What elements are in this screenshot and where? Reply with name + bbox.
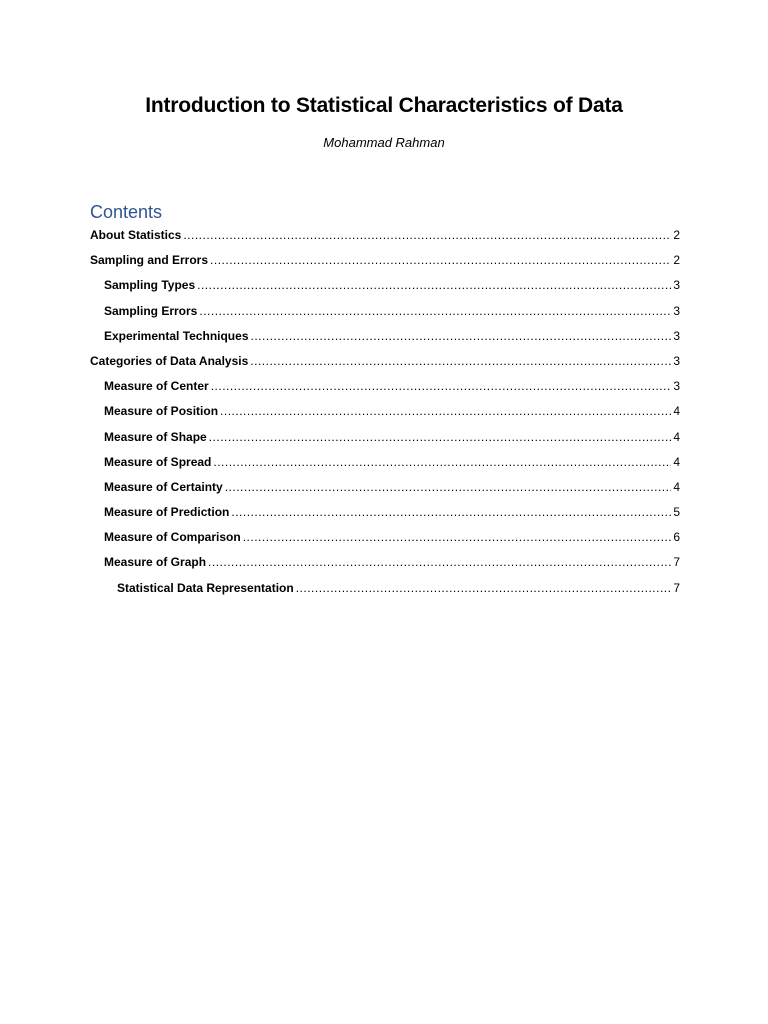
toc-leader-dots	[210, 253, 671, 267]
toc-entry-page: 3	[673, 328, 680, 343]
toc-leader-dots	[197, 278, 671, 292]
toc-entry-page: 4	[673, 479, 680, 494]
toc-entry-measure-of-center[interactable]	[90, 379, 680, 404]
toc-entry-page: 3	[673, 278, 680, 293]
toc-entry-page: 6	[673, 530, 680, 545]
toc-entry-label: Categories of Data Analysis	[90, 353, 249, 368]
toc-entry-label: Measure of Spread	[104, 454, 212, 469]
toc-entry-measure-of-position[interactable]	[90, 404, 680, 429]
toc-entry-label: Measure of Graph	[104, 555, 207, 570]
toc-entry-page: 7	[673, 580, 680, 595]
toc-leader-dots	[296, 581, 672, 595]
toc-entry-page: 3	[673, 379, 680, 394]
toc-entry-label: Sampling and Errors	[90, 253, 209, 268]
toc-entry-label: Measure of Prediction	[104, 505, 230, 520]
toc-entry-measure-of-prediction[interactable]	[90, 505, 680, 530]
toc-leader-dots	[231, 505, 671, 519]
toc-entry-measure-of-shape[interactable]	[90, 430, 680, 455]
toc-leader-dots	[209, 430, 672, 444]
toc-entry-label: Sampling Errors	[104, 303, 198, 318]
toc-entry-measure-of-graph[interactable]	[90, 555, 680, 580]
toc-entry-page: 4	[673, 454, 680, 469]
toc-entry-label: About Statistics	[90, 228, 182, 242]
toc-entry-experimental-techniques[interactable]	[90, 329, 680, 354]
document-author: Mohammad Rahman	[323, 135, 445, 150]
toc-entry-measure-of-certainty[interactable]	[90, 480, 680, 505]
toc-entry-page: 2	[673, 228, 680, 242]
toc-leader-dots	[220, 404, 671, 418]
toc-entry-statistical-data-representation[interactable]	[90, 581, 680, 606]
toc-leader-dots	[225, 480, 672, 494]
toc-entry-label: Statistical Data Representation	[117, 580, 294, 595]
toc-entry-page: 2	[673, 253, 680, 268]
toc-entry-label: Measure of Center	[104, 379, 209, 394]
toc-entry-page: 4	[673, 404, 680, 419]
toc-entry-sampling-errors[interactable]	[90, 304, 680, 329]
toc-entry-label: Measure of Shape	[104, 429, 207, 444]
toc-entry-page: 7	[673, 555, 680, 570]
toc-entry-label: Sampling Types	[104, 278, 196, 293]
toc-leader-dots	[199, 304, 671, 318]
document-title: Introduction to Statistical Characteristics of Data	[145, 94, 623, 117]
toc-leader-dots	[183, 228, 671, 242]
toc-entry-page: 5	[673, 505, 680, 520]
toc-leader-dots	[208, 555, 671, 569]
toc-entry-page: 3	[673, 303, 680, 318]
contents-heading: Contents	[90, 202, 163, 222]
toc-leader-dots	[211, 379, 672, 393]
toc-leader-dots	[213, 455, 671, 469]
table-of-contents	[90, 228, 680, 606]
toc-entry-page: 4	[673, 429, 680, 444]
toc-entry-label: Experimental Techniques	[104, 328, 249, 343]
toc-entry-categories-of-data-analysis[interactable]	[90, 354, 680, 379]
toc-entry-label: Measure of Comparison	[104, 530, 241, 545]
toc-leader-dots	[243, 530, 672, 544]
toc-entry-sampling-types[interactable]	[90, 278, 680, 303]
toc-leader-dots	[251, 329, 672, 343]
toc-leader-dots	[250, 354, 671, 368]
toc-entry-about-statistics[interactable]	[90, 228, 680, 253]
toc-entry-page: 3	[673, 353, 680, 368]
toc-entry-sampling-and-errors[interactable]	[90, 253, 680, 278]
toc-entry-measure-of-comparison[interactable]	[90, 530, 680, 555]
toc-entry-label: Measure of Position	[104, 404, 219, 419]
toc-entry-measure-of-spread[interactable]	[90, 455, 680, 480]
toc-entry-label: Measure of Certainty	[104, 479, 223, 494]
